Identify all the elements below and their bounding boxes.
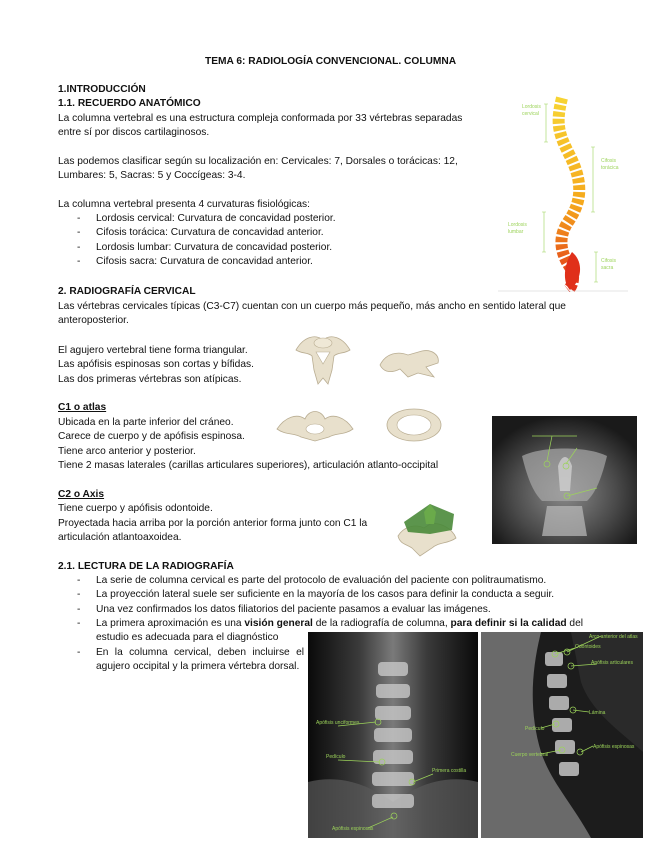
paragraph: Carece de cuerpo y de apófisis espinosa. — [58, 431, 245, 442]
list-item-text: La serie de columna cervical es parte del protocolo de evaluación del paciente con politraumatismo. — [96, 575, 547, 586]
c1-heading: C1 o atlas — [58, 402, 107, 413]
list-item-text: En la columna cervical, deben incluirse el agujero occipital y la primera vértebra dorsal. — [96, 647, 304, 672]
typical-vertebra-lateral-image — [378, 343, 443, 383]
label-cuerpo-vertebral: Cuerpo vertebral — [511, 752, 549, 758]
label-pediculo: Pedículo — [326, 754, 346, 760]
paragraph: articulación atlantoaxoidea. — [58, 532, 182, 543]
label-apofisis-articulares: Apófisis articulares — [591, 660, 633, 666]
list-item-text: Lordosis cervical: Curvatura de concavidad posterior. — [96, 213, 336, 224]
label-lordosis-lumbar-2: lumbar — [508, 229, 524, 235]
label-apofisis-espinosas-lat: Apófisis espinosas — [593, 744, 635, 750]
label-odontoides-lat: Odontoides — [575, 644, 601, 650]
paragraph: Las podemos clasificar según su localización en: Cervicales: 7, Dorsales o torácicas: 12, — [58, 156, 458, 167]
label-lordosis-lumbar: Lordosis — [508, 222, 527, 228]
list-item-text: estudio es adecuada para el diagnóstico — [96, 632, 279, 643]
paragraph: entre sí por discos cartilaginosos. — [58, 127, 210, 138]
cervical-lateral-xray — [481, 632, 643, 838]
c1-c2-coronal-xray — [492, 416, 637, 544]
page-title: TEMA 6: RADIOLOGÍA CONVENCIONAL. COLUMNA — [205, 56, 457, 67]
paragraph: Ubicada en la parte inferior del cráneo. — [58, 417, 234, 428]
paragraph: El agujero vertebral tiene forma triangular. — [58, 345, 248, 356]
paragraph: Proyectada hacia arriba por la porción anterior forma junto con C1 la — [58, 518, 368, 529]
paragraph: La columna vertebral presenta 4 curvaturas fisiológicas: — [58, 199, 310, 210]
subsection-heading-anatomy: 1.1. RECUERDO ANATÓMICO — [58, 98, 201, 109]
section-heading-cervical: 2. RADIOGRAFÍA CERVICAL — [58, 286, 196, 297]
label-pediculo-lat: Pedículo — [525, 726, 545, 732]
list-bullet: - — [77, 575, 81, 586]
paragraph: anteroposterior. — [58, 315, 129, 326]
list-item: - — [77, 256, 81, 267]
list-item-text: La proyección lateral suele ser suficiente en la mayoría de los casos para definir la conducta a seguir. — [96, 589, 555, 600]
subsection-heading-reading: 2.1. LECTURA DE LA RADIOGRAFÍA — [58, 561, 234, 572]
paragraph: La columna vertebral es una estructura compleja conformada por 33 vértebras separadas — [58, 113, 463, 124]
list-item-text: La primera aproximación es una visión general de la radiografía de columna, para definir si la calidad del — [96, 618, 584, 629]
list-item-text: Cifosis torácica: Curvatura de concavidad anterior. — [96, 227, 324, 238]
list-item-text: Cifosis sacra: Curvatura de concavidad anterior. — [96, 256, 313, 267]
paragraph: Las dos primeras vértebras son atípicas. — [58, 374, 242, 385]
list-item: - — [77, 213, 81, 224]
c2-heading: C2 o Axis — [58, 489, 105, 500]
atlas-superior-image — [275, 405, 355, 445]
label-apofisis-unciformes: Apófisis unciformes — [316, 720, 360, 726]
label-arco-anterior: Arco anterior del atlas — [589, 634, 638, 640]
label-cifosis-toracica-2: torácica — [601, 165, 619, 171]
axis-vertebra-image — [390, 500, 465, 562]
list-item-text: Lordosis lumbar: Curvatura de concavidad posterior. — [96, 242, 333, 253]
atlas-ring-image — [384, 405, 444, 445]
label-cifosis-sacra-2: sacra — [601, 265, 614, 271]
label-cifosis-sacra: Cifosis — [601, 258, 617, 264]
paragraph: Lumbares: 5, Sacras: 5 y Coccígeas: 3-4. — [58, 170, 246, 181]
list-bullet: - — [77, 618, 81, 629]
list-bullet: - — [77, 589, 81, 600]
paragraph: Las apófisis espinosas son cortas y bífidas. — [58, 359, 254, 370]
section-heading-intro: 1.INTRODUCCIÓN — [58, 84, 146, 95]
list-item: - — [77, 227, 81, 238]
list-bullet: - — [77, 604, 81, 615]
list-item: - — [77, 242, 81, 253]
typical-vertebra-superior-image — [292, 330, 354, 388]
label-primera-costilla: Primera costilla — [432, 768, 467, 774]
paragraph: Tiene 2 masas laterales (carillas articulares superiores), articulación atlanto-occipital — [58, 460, 439, 471]
label-lamina: Lámina — [589, 710, 606, 716]
label-lordosis-cervical: Lordosis — [522, 104, 541, 110]
list-bullet: - — [77, 647, 81, 658]
label-cifosis-toracica: Cifosis — [601, 158, 617, 164]
paragraph: Tiene cuerpo y apófisis odontoide. — [58, 503, 213, 514]
cervical-ap-xray — [308, 632, 478, 838]
paragraph: Las vértebras cervicales típicas (C3-C7) cuentan con un cuerpo más pequeño, más ancho en sentido lateral que — [58, 301, 566, 312]
list-item-text: Una vez confirmados los datos filiatorios del paciente pasamos a evaluar las imágenes. — [96, 604, 491, 615]
label-apofisis-espinosas: Apófisis espinosas — [332, 826, 374, 832]
label-lordosis-cervical-2: cervical — [522, 111, 539, 117]
paragraph: Tiene arco anterior y posterior. — [58, 446, 196, 457]
spine-curvature-illustration — [498, 92, 628, 292]
